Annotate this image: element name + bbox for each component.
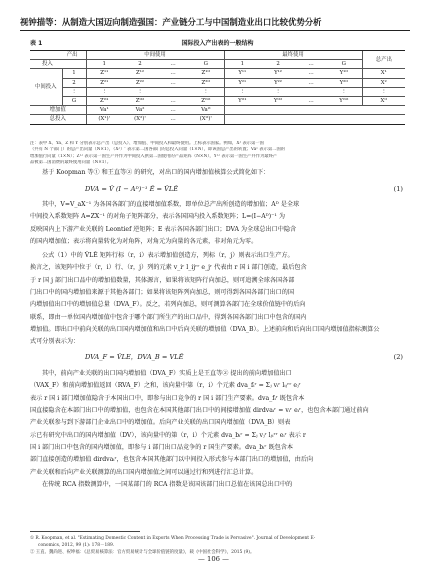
table-cell: … — [296, 69, 326, 78]
table-empty-cell — [224, 115, 405, 124]
col-label: 1 — [86, 60, 122, 69]
table-note-line: 增加值行向量（1×N）；Z¹² 表示第一国生产并作为中间投入供第二国使用的产品矩阵（N×N），Y¹² 表示第一国生产并作为最终产 — [30, 153, 278, 159]
formula-1 — [30, 183, 405, 196]
intermediate-use-header: 中间使用 — [86, 51, 224, 60]
header-rule — [20, 30, 410, 31]
table-cell: ⋮ — [86, 87, 122, 96]
formula-2 — [30, 351, 405, 364]
col-label: G — [326, 60, 362, 69]
text-line: 产业关联参与到下游部门企业出口中的增加值。后向产业关联的出口国内增加值（DVA_B）则表 — [30, 419, 291, 427]
table-cell: Yᴳ² — [260, 97, 296, 106]
table-cell: ⋮ — [260, 87, 296, 96]
text-line: 中间投入系数矩阵 A=ZX⁻¹ 的对角子矩阵部分，表示各国国内投入系数矩阵；L=(I−Aᴰ)⁻¹ 为 — [30, 213, 285, 221]
table-cell: Z¹ᴳ — [188, 69, 224, 78]
formula-1-expression: DVA = V̂ (I − Aᴰ)⁻¹ Ê = V̂LÊ — [85, 185, 179, 193]
row-label: G — [62, 97, 86, 106]
text-line: 国直接隐含在本部门出口中的增加值，也包含在本国其他部门出口中的间接增加值 dirdvaᵢʳ = vᵢʳ eᵢʳ，也包含本部门通过前向 — [30, 407, 369, 415]
final-use-header: 最终使用 — [224, 51, 362, 60]
table-corner-output: 产出 — [30, 51, 86, 60]
text-line: （VAX_F）和前向增加值返回（RVA_F）之和，该向量中第（r，i）个元素 dva_fᵢʳ = Σⱼ vᵢʳ lᵢⱼʳʳ eⱼʳ — [30, 382, 301, 390]
text-line: 表示 r 国 i 部门增加值隐含于本国出口中，即参与出口竞争的 r 国 i 部门生产要素。dva_fᵢʳ 既包含本 — [30, 394, 305, 402]
text-line: 其中，前向产业关联的出口国内增加值（DVA_F）实质上是王直等② 提出的前向增加值出口 — [42, 370, 292, 377]
table-cell: Z²² — [122, 78, 158, 87]
text-line: 部门直接创造的增加值 dirdvaᵢʳ，也包含本国其他部门以中间投入形式参与本部门出口的增加值，由后向 — [30, 456, 314, 464]
footnote: ② 王直、魏尚进、祝坤福：《总贸易核算法：官方贸易统计与全球价值链的度量》，载《中国社会科学》，2015 (9)。 — [30, 550, 255, 556]
col-label: 2 — [260, 60, 296, 69]
table-cell: Y¹¹ — [224, 69, 260, 78]
text-line: 式可分别表示为： — [30, 338, 80, 346]
text-line: 门出口中的国内增加值来源于其他各部门；如果将该矩阵列向加总，则可得到各国各部门出口的国 — [30, 289, 295, 297]
table-cell: ⋮ — [362, 87, 405, 96]
table-note-line: 注：表中 X、Ya、Z 和 Y 分别表示总产出（总投入）、增加值、中间投入和最终使用。上标表示国家。例如，X¹ 表示第一国 — [30, 141, 264, 146]
col-label: … — [296, 60, 326, 69]
table-cell: Z²ᴳ — [188, 78, 224, 87]
table-cell: Y¹² — [260, 69, 296, 78]
footnote: conomics, 2012, 99 (1): 178－189. — [38, 543, 115, 549]
table-cell — [158, 87, 188, 96]
table-cell: … — [158, 69, 188, 78]
table-corner-input: 投入 — [30, 60, 86, 69]
table-header-row-2 — [30, 60, 405, 69]
formula-2-number: (2) — [393, 353, 403, 361]
table-cell: Zᴳ² — [122, 97, 158, 106]
table-cell: Va¹ — [86, 106, 122, 115]
table-cell: … — [296, 97, 326, 106]
text-line: 反映国内上下游产业关联的 Leontief 逆矩阵；E 表示各国各部门出口；DVA 为全球总出口中隐含 — [30, 225, 297, 233]
table-cell: Z¹¹ — [86, 69, 122, 78]
row-label: ⋮ — [62, 87, 86, 96]
total-input-label: 总投入 — [30, 115, 86, 124]
table-cell: (Xᴳ)' — [188, 115, 224, 124]
table-cell: … — [158, 106, 188, 115]
formula-1-number: (1) — [393, 185, 403, 193]
table-cell: Xᴳ — [362, 97, 405, 106]
paragraph-1 — [30, 199, 405, 248]
table-cell: ⋮ — [188, 87, 224, 96]
table-cell: Yᴳᴳ — [326, 97, 362, 106]
table-cell: Y²² — [260, 78, 296, 87]
table-row — [30, 87, 405, 96]
table-header-row-1 — [30, 51, 405, 60]
table-cell: (X²)' — [122, 115, 158, 124]
table-caption — [30, 38, 405, 49]
value-added-label: 增加值 — [30, 106, 86, 115]
table-note-line: 品被第二国消费的最终使用向量（N×1）。 — [30, 160, 111, 166]
table-title: 国际投入产出表的一般结构 — [181, 40, 254, 47]
text-line: 公式（1）中的 V̂LÊ 矩阵行标（r，i）表示增加值创造方，列标（r，j）则表示出口生产方。 — [42, 252, 294, 259]
text-line: 内增加值出口中的增加值总量（DVA_F）。反之，若列向加总，则可测算各部门在全球价值链中的后向 — [30, 301, 306, 309]
input-output-table — [30, 50, 405, 125]
paragraph-2 — [30, 250, 405, 349]
text-line: 于 r 国 j 部门出口品中的增加值数量，其体源言，如果将该矩阵行向加总，则可追溯全球各国各部 — [30, 276, 295, 284]
text-line: 换言之，该矩阵中位于（r，i）行、（r，j）列的元素 v_iʳ l_ijʳʳ e_jʳ 代表由 r 国 i 部门创造，最后包含 — [30, 264, 307, 272]
table-cell: Vaᴳ — [188, 106, 224, 115]
table-row — [30, 78, 405, 87]
table-row-value-added — [30, 106, 405, 115]
table-cell: … — [158, 115, 188, 124]
text-line: 产业关联和后向产业关联测算的出口国内增加值之间可以通过行和列进行汇总计算。 — [30, 468, 258, 476]
text-line: 国 i 部门出口中包含的国内增加值，即参与 i 部门出口品竞争的 r 国生产要素。dva_bᵢʳ 既包含本 — [30, 444, 294, 452]
table-cell: ⋮ — [122, 87, 158, 96]
intermediate-input-label: 中间投入 — [30, 69, 62, 106]
table-cell: Yᴳ¹ — [224, 97, 260, 106]
text-line: 基于 Koopman 等① 和王直等② 的研究，对出口的国内增加值核算公式简化如下： — [42, 169, 270, 176]
table-cell: Va² — [122, 106, 158, 115]
table-row — [30, 97, 405, 106]
text-line: 联系，即由一单位国内增加值中包含于哪个部门所生产的出口品中，得到各国各部门出口中包含的国内 — [30, 313, 307, 321]
table-cell: Y²ᴳ — [326, 78, 362, 87]
table-cell: Z²¹ — [86, 78, 122, 87]
footnote-rule — [30, 531, 140, 532]
col-label: 1 — [224, 60, 260, 69]
running-header — [20, 15, 410, 33]
table-row-total-input — [30, 115, 405, 124]
table-number: 表 1 — [30, 40, 43, 47]
col-label: … — [158, 60, 188, 69]
table-cell: Y¹ᴳ — [326, 69, 362, 78]
row-label: 1 — [62, 69, 86, 78]
table-cell: (X¹)' — [86, 115, 122, 124]
text-line: 的国内增加值；表示将向量转化为对角阵，对角元为向量的各元素，非对角元为零。 — [30, 238, 258, 246]
text-line: 其中，V=V_aX⁻¹ 为各国各部门的直接增加值系数，即单位总产出所创造的增加值；Aᴰ 是全球 — [42, 201, 300, 208]
row-label: 2 — [62, 78, 86, 87]
footnote: ① R. Koopman, et al. "Estimating Domestic Content in Exports When Processing Trade is Pervasive". Journal of Development E- — [30, 536, 316, 541]
paragraph-3 — [30, 368, 405, 491]
table-cell: X¹ — [362, 69, 405, 78]
text-line: 示已有研究中出口的国内增加值（DV），该向量中的第（r，i）个元素 dva_bᵢʳ = Σⱼ vⱼʳ lⱼᵢʳʳ eᵢʳ 表示 r — [30, 431, 306, 439]
table-cell: Zᴳᴳ — [188, 97, 224, 106]
table-cell: Z¹² — [122, 69, 158, 78]
table-empty-cell — [224, 106, 405, 115]
paragraph-intro — [30, 167, 405, 179]
table-cell: ⋮ — [326, 87, 362, 96]
table-cell — [296, 87, 326, 96]
table-cell: … — [158, 97, 188, 106]
page-number: — 106 — — [198, 555, 229, 563]
table-cell: … — [158, 78, 188, 87]
running-header-text: 视钟描等：从制造大国迈向制造强国：产业链分工与中国制造业出口比较优势分析 — [20, 17, 322, 27]
table-cell: Zᴳ¹ — [86, 97, 122, 106]
table-note — [30, 141, 405, 167]
table-row — [30, 69, 405, 78]
col-label: 2 — [122, 60, 158, 69]
total-output-header: 总产出 — [362, 51, 405, 69]
col-label: G — [188, 60, 224, 69]
table-cell: … — [296, 78, 326, 87]
table-cell: Y²¹ — [224, 78, 260, 87]
text-line: 增加值。即出口中前向关联的出口国内增加值和出口中后向关联的增加值（DVA_B）。上述前向和后向出口国内增加值指标测算公 — [30, 326, 380, 334]
formula-2-expression: DVA_F = V̂LE，DVA_B = VLÊ — [85, 353, 184, 361]
table-cell: ⋮ — [224, 87, 260, 96]
table-cell: X² — [362, 78, 405, 87]
text-line: 在传统 RCA 指数测算中，一国某部门的 RCA 指数是该国该部门出口总值在该国总出口中的 — [42, 481, 293, 489]
table-note-line: （共有 N 个部门）的总产出向量（N×1），（X²）' 表示第二国各部门的总投入向量（1×N），即该国总产出的转置；Va¹ 表示第二国的 — [30, 147, 286, 153]
